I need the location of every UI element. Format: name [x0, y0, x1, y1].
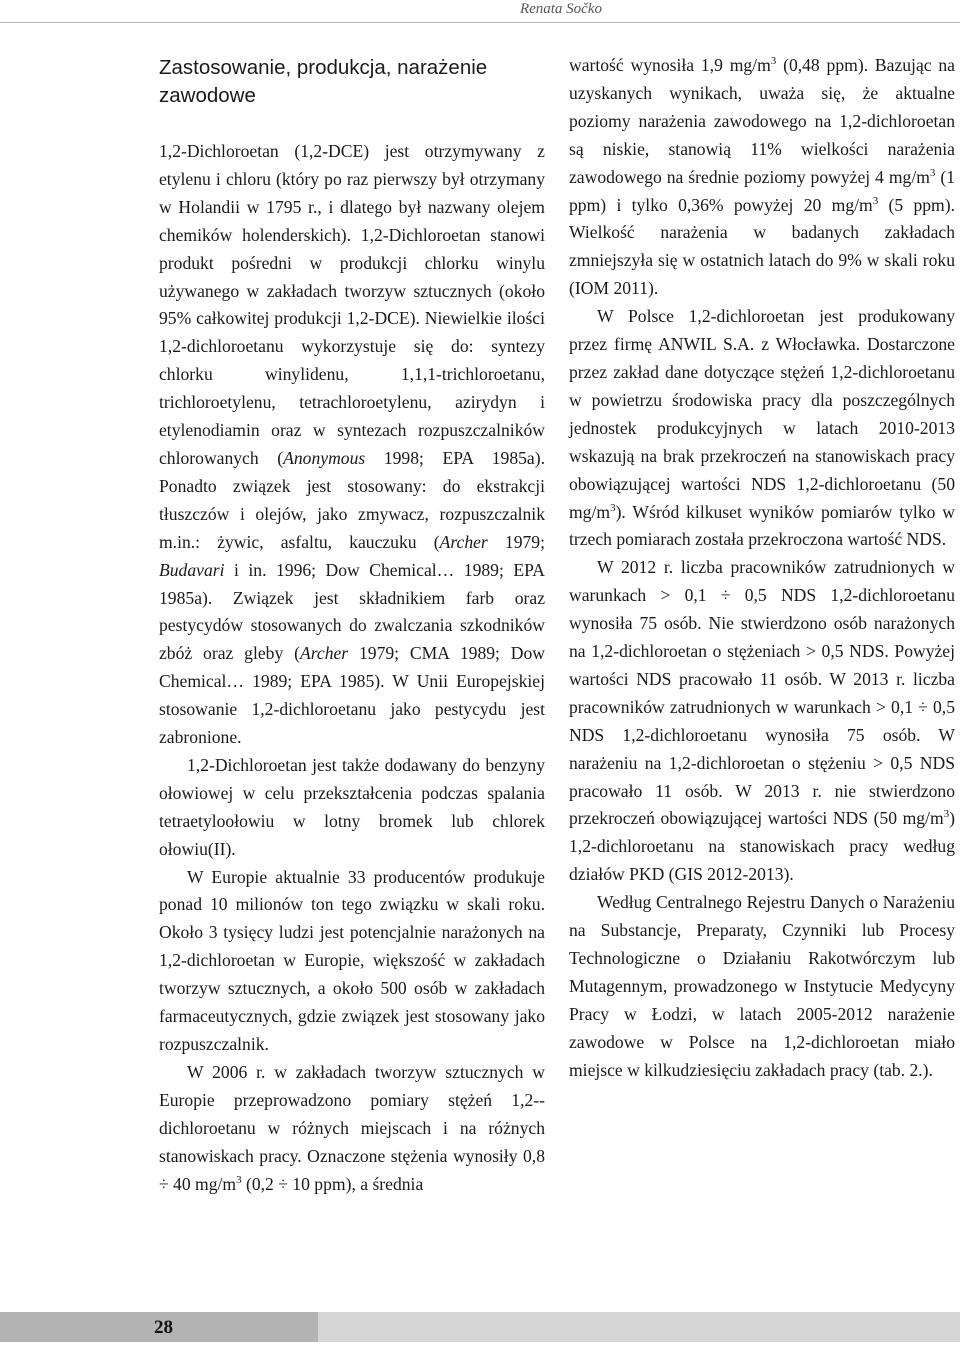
paragraph-workers-2012-2013: W 2012 r. liczba pracowników zatrudnionych w warunkach > 0,1 ÷ 0,5 NDS 1,2-dichloroetanu wynosiła 75 osób. Nie stwierdzono osób narażonych na 1,2-dichloroetan o stężeniach > 0,5 NDS. Powyżej wartości NDS pracowało 11 osób. W 2013 r. liczba pracowników zatrudnionych w warunkach > 0,1 ÷ 0,5 NDS 1,2-dichloroetanu wynosiła 75 osób. W narażeniu na 1,2-dichloroetan o stężeniu > 0,5 NDS pracowało 11 osób. W 2013 r. nie stwierdzono przekroczeń obowiązującej wartości NDS (50 $mg/m^3$) 1,2-dichloroetanu na stanowiskach pracy według działów PKD (GIS 2012-2013). [569, 557, 955, 885]
section-heading: Zastosowanie, produkcja, narażenie zawodowe [159, 56, 488, 107]
paragraph-central-register: Według Centralnego Rejestru Danych o Narażeniu na Substancje, Preparaty, Czynniki lub Procesy Technologiczne o Działaniu Rakotwórczym lub Mutagennym, prowadzonego w Instytucie Medycyny Pracy w Łodzi, w latach 2005-2012 narażenie zawodowe w Polsce na 1,2-dichloroetan miało miejsce w kilkudziesięciu zakładach pracy (tab. 2.). [569, 892, 955, 1080]
paragraph-europe-production: W Europie aktualnie 33 producentów produkuje ponad 10 milionów ton tego związku w skali roku. Około 3 tysięcy ludzi jest potencjalnie narażonych na 1,2-dichloroetan w Europie, większość w zakładach tworzyw sztucznych, a około 500 osób w zakładach farmaceutycznych, gdzie związek jest stosowany jako rozpuszczalnik. [159, 866, 545, 1054]
paragraph-poland-production: W Polsce 1,2-dichloroetan jest produkowany przez firmę ANWIL S.A. z Włocławka. Dostarczone przez zakład dane dotyczące stężeń 1,2-dichloroetanu w powietrzu środowiska pracy dla poszczególnych jednostek produkcyjnych w latach 2010-2013 wskazują na brak przekroczeń na stanowiskach pracy obowiązującej wartości NDS 1,2-dichloroetanu (50 $mg/m^3$). Wśród kilkuset wyników pomiarów tylko w trzech pomiarach została przekroczona wartość NDS. [569, 306, 955, 550]
header-rule [0, 22, 960, 23]
right-column [569, 52, 955, 1085]
page-number: 28 [154, 1317, 173, 1338]
paragraph-measurements-2006: W 2006 r. w zakładach tworzyw sztucznych w Europie przeprowadzono pomiary stężeń 1,2--dichloroetanu w różnych miejscach i na różnych stanowiskach pracy. Oznaczone stężenia wynosiły 0,8 ÷ 40 $mg/m^3$ (0,2 ÷ 10 ppm), a średnia [159, 1061, 545, 1194]
paragraph-exposure-levels: wartość wynosiła 1,9 $mg/m^3$ (0,48 ppm). Bazując na uzyskanych wynikach, uważa się, że aktualne poziomy narażenia zawodowego na 1,2-dichloroetan są niskie, stanowią 11% wielkości narażenia zawodowego na średnie poziomy powyżej 4 $mg/m^3$ (1 ppm) i tylko 0,36% powyżej 20 $mg/m^3$ (5 ppm). Wielkość narażenia w badanych zakładach zmniejszyła się w ostatnich latach do 9% w skali roku (IOM 2011). [569, 55, 955, 299]
left-column [159, 52, 545, 1198]
paragraph-gasoline: 1,2-Dichloroetan jest także dodawany do benzyny ołowiowej w celu przekształcenia podczas spalania tetraetyloołowiu w lotny bromek lub chlorek ołowiu(II). [159, 754, 545, 859]
running-header-author: Renata Sočko [519, 1, 602, 17]
paragraph-applications: 1,2-Dichloroetan (1,2-DCE) jest otrzymywany z etylenu i chloru (który po raz pierwszy był otrzymany w Holandii w 1795 r., i dlatego był nazwany olejem chemików holenderskich). 1,2-Dichloroetan stanowi produkt pośredni w produkcji chlorku winylu używanego w zakładach tworzyw sztucznych (około 95% całkowitej produkcji 1,2-DCE). Niewielkie ilości 1,2-dichloroetanu wykorzystuje się do: syntezy chlorku winylidenu, 1,1,1-trichloroetanu, trichloroetylenu, tetrachloroetylenu, azirydyn i etylenodiamin oraz w syntezach rozpuszczalników chlorowanych (Anonymous 1998; EPA 1985a). Ponadto związek jest stosowany: do ekstrakcji tłuszczów i olejów, jako zmywacz, rozpuszczalnik m.in.: żywic, asfaltu, kauczuku (Archer 1979; Budavari i in. 1996; Dow Chemical… 1989; EPA 1985a). Związek jest składnikiem farb oraz pestycydów stosowanych do zwalczania szkodników zbóż oraz gleby (Archer 1979; CMA 1989; Dow Chemical… 1989; EPA 1985). W Unii Europejskiej stosowanie 1,2-dichloroetanu jako pestycydu jest zabronione. [159, 141, 545, 748]
